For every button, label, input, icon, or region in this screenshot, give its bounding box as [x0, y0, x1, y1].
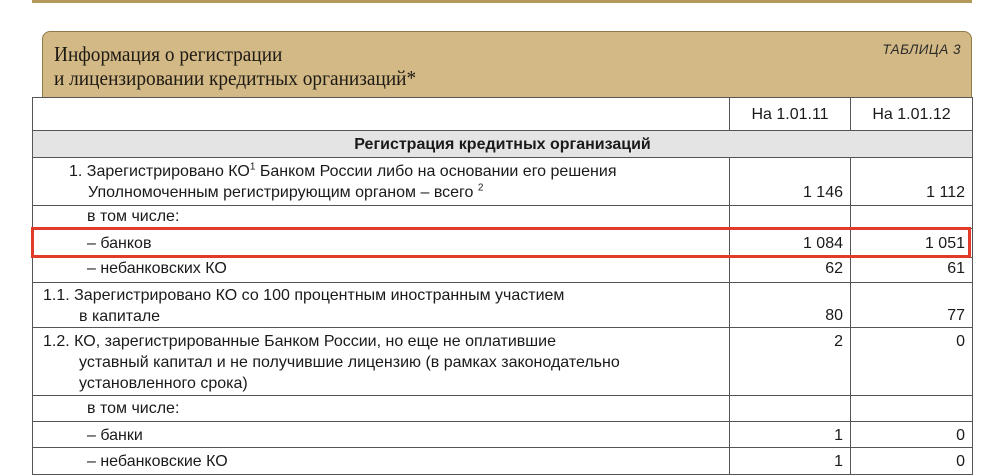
table-row	[33, 283, 973, 328]
table-row	[33, 258, 973, 283]
top-rule	[32, 0, 972, 3]
row-label: 1.2. КО, зарегистрированные Банком России, но еще не оплатившие уставный капитал и не получившие лицензию (в рамках законодательно установленного срока)	[33, 328, 730, 396]
table-row	[33, 396, 973, 422]
value-2012: 0	[851, 422, 973, 448]
row-label: в том числе:	[33, 206, 730, 229]
table-row	[33, 158, 973, 206]
value-2012: 61	[851, 258, 973, 283]
table-number-label: ТАБЛИЦА 3	[882, 42, 961, 57]
column-header-row	[33, 98, 973, 131]
value-2012: 77	[851, 283, 973, 328]
value-2011: 1	[730, 422, 851, 448]
value-2011: 1 084	[730, 229, 851, 258]
title-line-1: Информация о регистрации	[54, 42, 283, 66]
section-title: Регистрация кредитных организаций	[33, 131, 973, 158]
column-header-2012: На 1.01.12	[851, 98, 973, 131]
value-2012	[851, 396, 973, 422]
value-2012: 0	[851, 328, 973, 396]
title-line-2: и лицензировании кредитных организаций*	[54, 66, 417, 90]
table-row	[33, 206, 973, 229]
value-2011	[730, 206, 851, 229]
column-header-2011: На 1.01.11	[730, 98, 851, 131]
value-2011: 1 146	[730, 158, 851, 206]
header-blank-cell	[33, 98, 730, 131]
value-2011: 80	[730, 283, 851, 328]
registration-table	[32, 97, 973, 475]
row-label: – небанковские КО	[33, 448, 730, 475]
table-row	[33, 422, 973, 448]
value-2011	[730, 396, 851, 422]
table-title	[54, 42, 416, 90]
value-2011: 1	[730, 448, 851, 475]
table-row-highlighted	[33, 229, 973, 258]
section-row	[33, 131, 973, 158]
row-label: – банки	[33, 422, 730, 448]
row-label: 1.1. Зарегистрировано КО со 100 процентным иностранным участием в капитале	[33, 283, 730, 328]
value-2012: 1 112	[851, 158, 973, 206]
row-label: 1. Зарегистрировано $КО^1$ Банком России либо на основании его решения Уполномоченным регистрирующим органом – всего $^2$	[33, 158, 730, 206]
row-label: в том числе:	[33, 396, 730, 422]
row-label: – банков	[33, 229, 730, 258]
table-header-panel	[42, 31, 972, 97]
value-2011: 2	[730, 328, 851, 396]
row-label: – небанковских КО	[33, 258, 730, 283]
value-2012: 1 051	[851, 229, 973, 258]
value-2012: 0	[851, 448, 973, 475]
table-row	[33, 328, 973, 396]
value-2012	[851, 206, 973, 229]
value-2011: 62	[730, 258, 851, 283]
table-row	[33, 448, 973, 475]
